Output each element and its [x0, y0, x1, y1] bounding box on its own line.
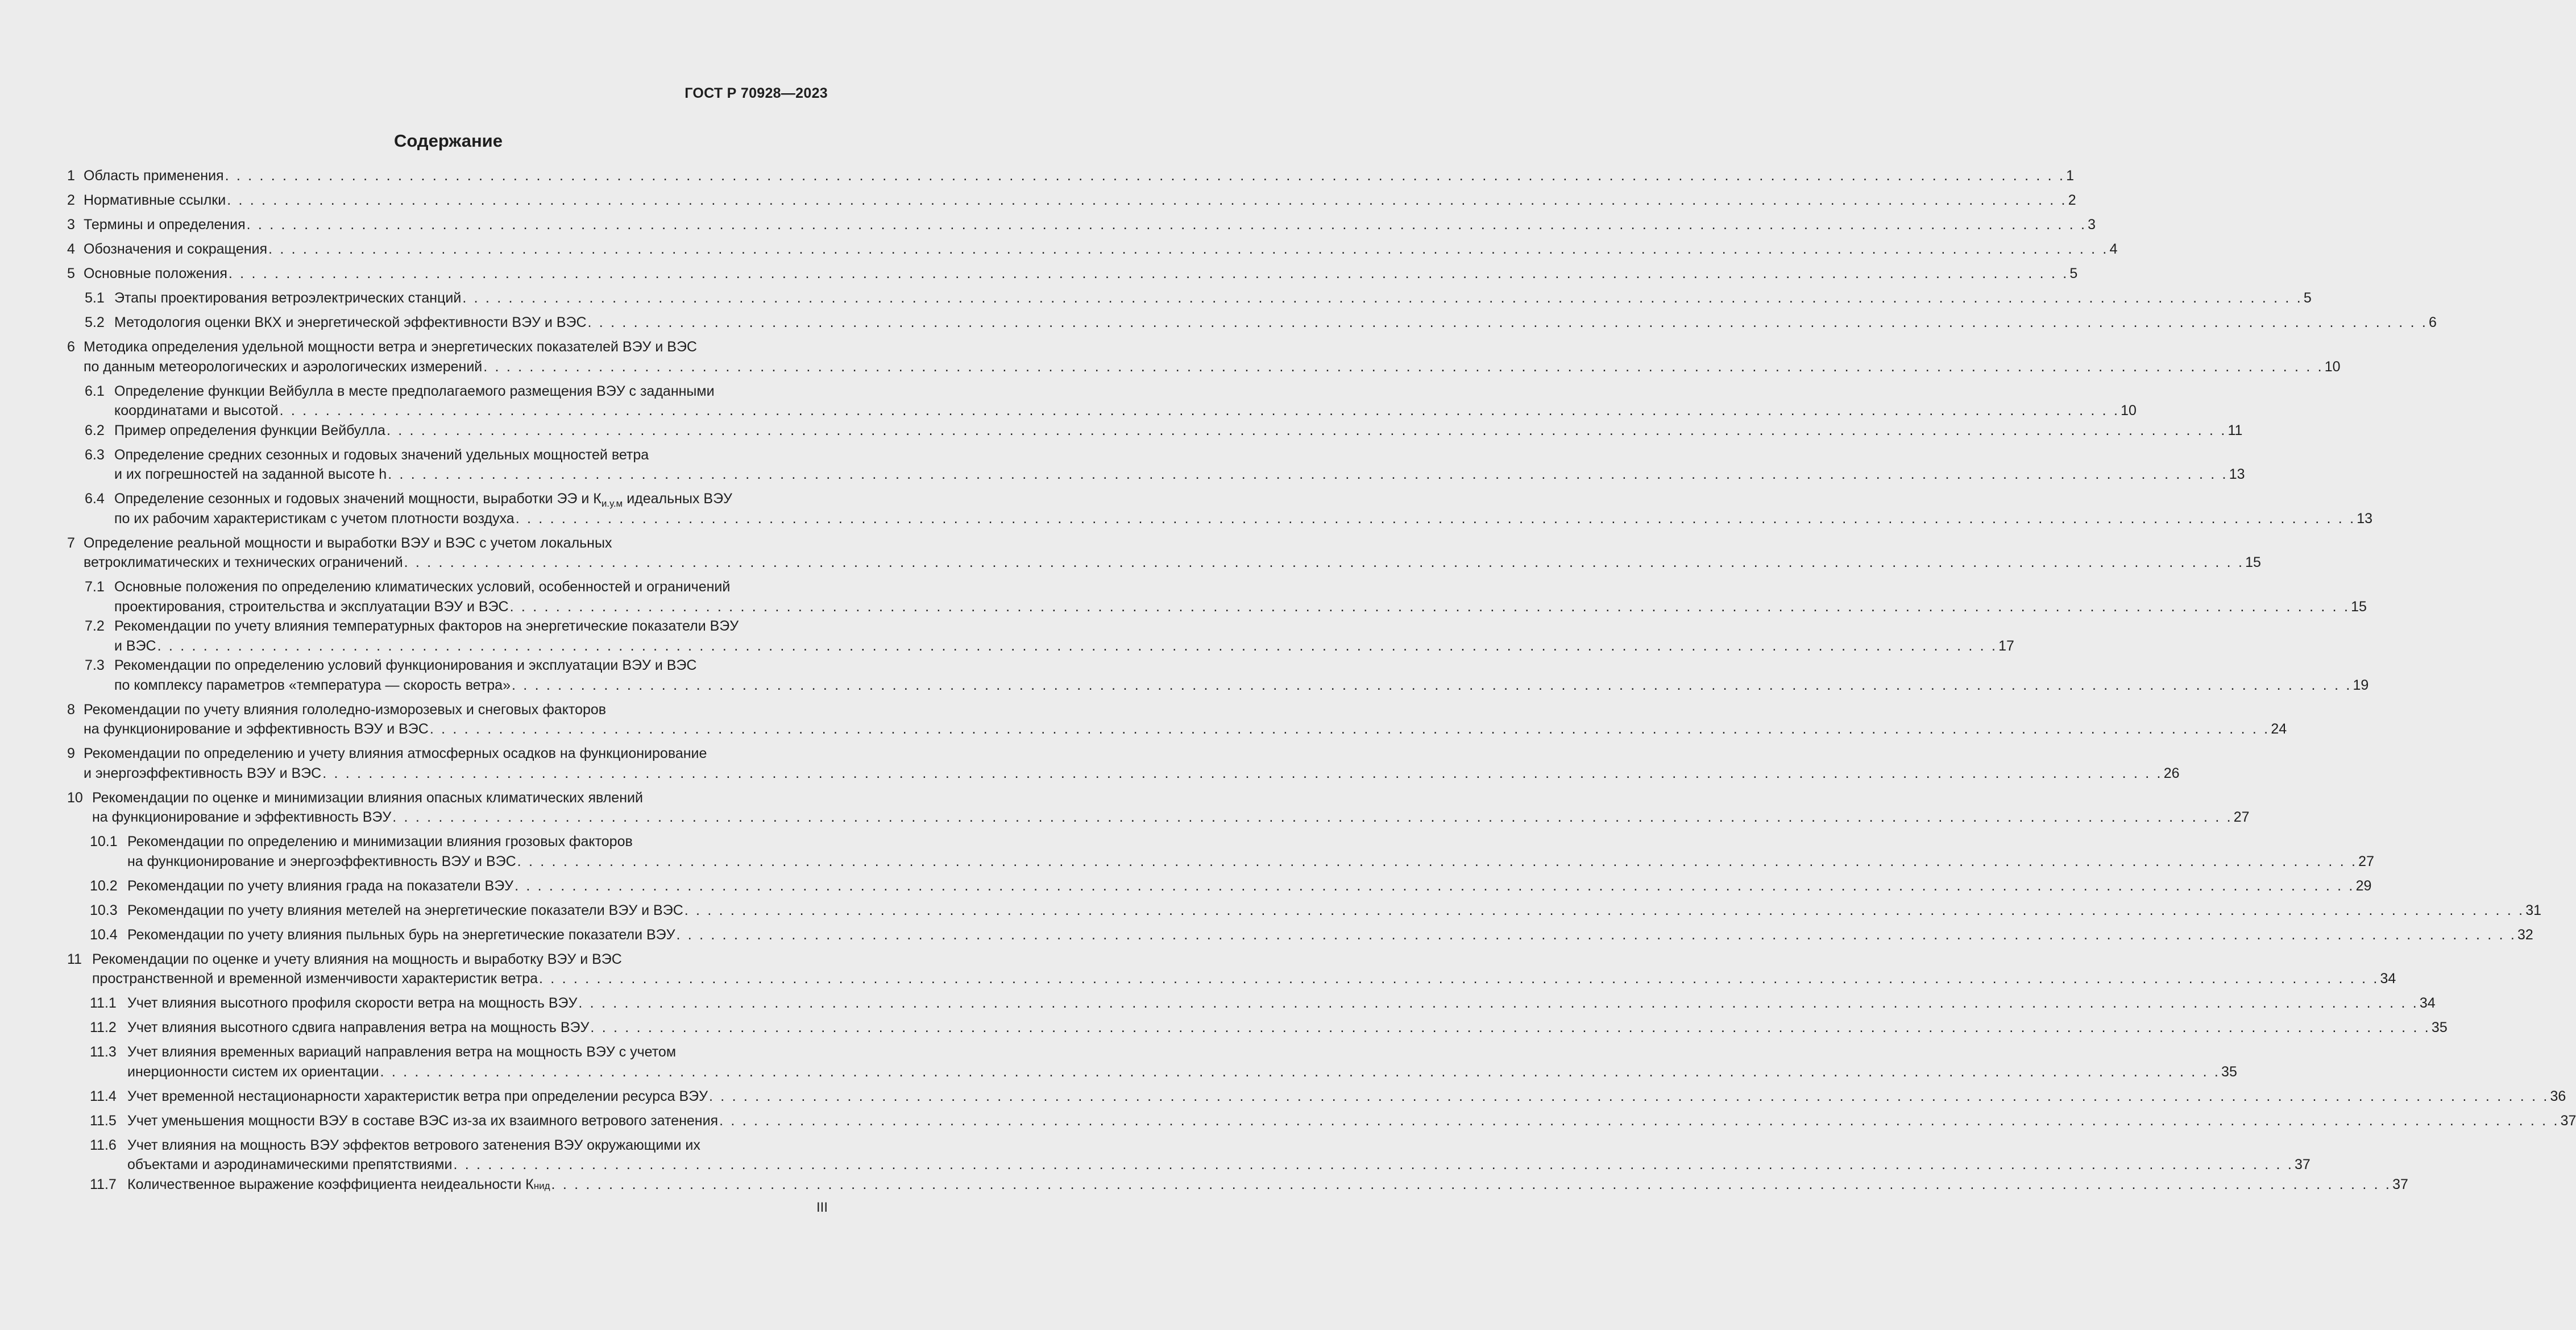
toc-page-number: 2: [2068, 192, 2076, 208]
toc-page-number: 34: [2380, 971, 2396, 987]
toc-number: 11.3: [90, 1044, 117, 1060]
toc-title-line: Определение функции Вейбулла в месте предполагаемого размещения ВЭУ с заданными: [114, 383, 715, 399]
toc-number: 9: [67, 745, 75, 761]
toc-leader-dots: . . . . . . . . . . . . . . . . . . . . . . . . . . . . . . . . . . . . . . . . . . . . . . . . . . . . . . . . . . . . . . . . . . . . . . . . . . . . . . . . . . . . . . . . . . . . . . . . . . . . . . . . . . . . . . . . . . . . . . . . . . . . . . . . . . . . . . . . . . . . . . . . . . . . . . . . . . . . . . . .: [587, 314, 2428, 330]
toc-page-number: 27: [2358, 853, 2374, 869]
toc-page-number: 10: [2324, 358, 2341, 375]
toc-title-text: Рекомендации по учету влияния метелей на энергетические показатели ВЭУ и ВЭС: [127, 902, 683, 918]
toc-entry[interactable]: [67, 656, 2369, 695]
toc-page-number: 36: [2550, 1088, 2566, 1104]
toc-title-line: Определение реальной мощности и выработки ВЭУ и ВЭС с учетом локальных: [84, 535, 612, 551]
document-id: ГОСТ Р 70928—2023: [685, 85, 828, 101]
toc-title-text: пространственной и временной изменчивости характеристик ветра: [92, 971, 538, 987]
toc-page-number: 6: [2429, 314, 2437, 330]
toc-leader-dots: . . . . . . . . . . . . . . . . . . . . . . . . . . . . . . . . . . . . . . . . . . . . . . . . . . . . . . . . . . . . . . . . . . . . . . . . . . . . . . . . . . . . . . . . . . . . . . . . . . . . . . . . . . . . . . . . . . . . . . . . . . . . . . . . . . . . . . . . . . . . . . . . . . . . . . . . . . . . . . . .: [578, 995, 2419, 1011]
toc-title-text: по их рабочим характеристикам с учетом плотности воздуха: [114, 510, 515, 527]
toc-title-line: [114, 489, 828, 509]
toc-page-number: 13: [2357, 510, 2373, 527]
toc-entry[interactable]: [67, 239, 2118, 259]
toc-page-number: 37: [2294, 1157, 2310, 1172]
toc-entry[interactable]: [67, 993, 2436, 1013]
toc-entry[interactable]: [67, 1111, 2576, 1131]
toc-title-line: Методика определения удельной мощности ветра и энергетических показателей ВЭУ и ВЭС: [84, 339, 697, 355]
toc-leader-dots: . . . . . . . . . . . . . . . . . . . . . . . . . . . . . . . . . . . . . . . . . . . . . . . . . . . . . . . . . . . . . . . . . . . . . . . . . . . . . . . . . . . . . . . . . . . . . . . . . . . . . . . . . . . . . . . . . . . . . . . . . . . . . . . . . . . . . . . . . . . . . . . . . . . . . . . . . . . . . . . .: [509, 598, 2350, 615]
toc-title-text: на функционирование и энергоэффективность ВЭУ и ВЭС: [127, 853, 516, 869]
toc-title-text: Область применения: [84, 168, 224, 184]
toc-number: 7: [67, 535, 75, 551]
toc-title-text: координатами и высотой: [114, 403, 279, 419]
toc-number: 6.4: [85, 491, 105, 507]
toc-number: 6.3: [85, 446, 105, 463]
toc-leader-dots: . . . . . . . . . . . . . . . . . . . . . . . . . . . . . . . . . . . . . . . . . . . . . . . . . . . . . . . . . . . . . . . . . . . . . . . . . . . . . . . . . . . . . . . . . . . . . . . . . . . . . . . . . . . . . . . . . . . . . . . . . . . . . . . . . . . . . . . . . . . . . . . . . . . . . . . . . . . . . . . .: [684, 902, 2525, 918]
toc-leader-dots: . . . . . . . . . . . . . . . . . . . . . . . . . . . . . . . . . . . . . . . . . . . . . . . . . . . . . . . . . . . . . . . . . . . . . . . . . . . . . . . . . . . . . . . . . . . . . . . . . . . . . . . . . . . . . . . . . . . . . . . . . . . . . . . . . . . . . . . . . . . . . . . . . . . . . . . . . . . . . . . .: [392, 809, 2233, 825]
toc-title-text: Рекомендации по учету влияния града на показатели ВЭУ: [127, 877, 514, 894]
toc-page-number: 29: [2355, 877, 2372, 894]
toc-subscript: и.у.м: [601, 498, 623, 509]
toc-entry[interactable]: [67, 901, 2542, 921]
toc-entry[interactable]: [67, 421, 2243, 441]
toc-leader-dots: . . . . . . . . . . . . . . . . . . . . . . . . . . . . . . . . . . . . . . . . . . . . . . . . . . . . . . . . . . . . . . . . . . . . . . . . . . . . . . . . . . . . . . . . . . . . . . . . . . . . . . . . . . . . . . . . . . . . . . . . . . . . . . . . . . . . . . . . . . . . . . . . . . . . . . . . . . . . . . . .: [462, 290, 2303, 306]
toc-leader-dots: . . . . . . . . . . . . . . . . . . . . . . . . . . . . . . . . . . . . . . . . . . . . . . . . . . . . . . . . . . . . . . . . . . . . . . . . . . . . . . . . . . . . . . . . . . . . . . . . . . . . . . . . . . . . . . . . . . . . . . . . . . . . . . . . . . . . . . . . . . . . . . . . . . . . . . . . . . . . . . . .: [227, 192, 2067, 208]
toc-number: 11.1: [90, 995, 117, 1011]
toc-page-number: 19: [2353, 677, 2369, 693]
toc-title-text: Основные положения: [84, 266, 227, 281]
toc-page-number: 26: [2163, 765, 2180, 781]
toc-entry[interactable]: [67, 190, 2076, 210]
toc-number: 11: [67, 951, 82, 967]
toc-title-text: Методология оценки ВКХ и энергетической эффективности ВЭУ и ВЭС: [114, 314, 587, 330]
toc-page-number: 17: [1998, 637, 2014, 654]
toc-number: 10.1: [90, 834, 118, 850]
toc-number: 5.1: [85, 290, 105, 306]
table-of-contents: [67, 166, 2576, 1194]
toc-number: 8: [67, 701, 75, 718]
toc-leader-dots: . . . . . . . . . . . . . . . . . . . . . . . . . . . . . . . . . . . . . . . . . . . . . . . . . . . . . . . . . . . . . . . . . . . . . . . . . . . . . . . . . . . . . . . . . . . . . . . . . . . . . . . . . . . . . . . . . . . . . . . . . . . . . . . . . . . . . . . . . . . . . . . . . . . . . . . . . . . . . . . .: [429, 721, 2270, 737]
toc-entry[interactable]: [67, 788, 2250, 827]
toc-page-number: 4: [2109, 241, 2118, 257]
toc-entry[interactable]: 11.7 Количественное выражение коэффициента неидеальности К нид . . . . . . . . . . . . . . . . . . . . . . . . . . . . . . . . . . . . . . . . . . . . . . . . . . . . . . . . . . . . . . . . . . . . . . . . . . . . . . . . . . . . . . . . . . . . . . . . . . . . . . . . . . . . . . . . . . . . . . . . . . . . . . . . . . . . . . . . . . . . . . . . . . . . . . . . . . . . . . . . 37: [67, 1175, 828, 1195]
toc-number: 11.2: [90, 1020, 117, 1035]
toc-leader-dots: . . . . . . . . . . . . . . . . . . . . . . . . . . . . . . . . . . . . . . . . . . . . . . . . . . . . . . . . . . . . . . . . . . . . . . . . . . . . . . . . . . . . . . . . . . . . . . . . . . . . . . . . . . . . . . . . . . . . . . . . . . . . . . . . . . . . . . . . . . . . . . . . . . . . . . . . . . . . . . . .: [279, 403, 2120, 419]
toc-leader-dots: . . . . . . . . . . . . . . . . . . . . . . . . . . . . . . . . . . . . . . . . . . . . . . . . . . . . . . . . . . . . . . . . . . . . . . . . . . . . . . . . . . . . . . . . . . . . . . . . . . . . . . . . . . . . . . . . . . . . . . . . . . . . . . . . . . . . . . . . . . . . . . . . . . . . . . . . . . . . . . . .: [388, 466, 2228, 482]
toc-number: 6.1: [85, 383, 105, 399]
toc-leader-dots: . . . . . . . . . . . . . . . . . . . . . . . . . . . . . . . . . . . . . . . . . . . . . . . . . . . . . . . . . . . . . . . . . . . . . . . . . . . . . . . . . . . . . . . . . . . . . . . . . . . . . . . . . . . . . . . . . . . . . . . . . . . . . . . . . . . . . . . . . . . . . . . . . . . . . . . . . . . . . . . .: [268, 241, 2109, 257]
toc-title-text: Определение сезонных и годовых значений мощности, выработки ЭЭ и К: [114, 491, 602, 507]
toc-page-number: 5: [2303, 290, 2312, 306]
toc-entry[interactable]: [67, 337, 2341, 376]
toc-page-number: 1: [2066, 168, 2074, 184]
toc-entry[interactable]: [67, 950, 2396, 989]
toc-leader-dots: . . . . . . . . . . . . . . . . . . . . . . . . . . . . . . . . . . . . . . . . . . . . . . . . . . . . . . . . . . . . . . . . . . . . . . . . . . . . . . . . . . . . . . . . . . . . . . . . . . . . . . . . . . . . . . . . . . . . . . . . . . . . . . . . . . . . . . . . . . . . . . . . . . . . . . . . . . . . . . . .: [539, 971, 2379, 987]
toc-leader-dots: . . . . . . . . . . . . . . . . . . . . . . . . . . . . . . . . . . . . . . . . . . . . . . . . . . . . . . . . . . . . . . . . . . . . . . . . . . . . . . . . . . . . . . . . . . . . . . . . . . . . . . . . . . . . . . . . . . . . . . . . . . . . . . . . . . . . . . . . . . . . . . . . . . . . . . . . . . . . . . . .: [225, 168, 2065, 184]
toc-page-number: 34: [2419, 995, 2436, 1011]
toc-title-text: проектирования, строительства и эксплуатации ВЭУ и ВЭС: [114, 598, 509, 615]
toc-number: 11.4: [90, 1088, 117, 1104]
toc-entry[interactable]: [67, 1018, 2448, 1038]
toc-entry[interactable]: [67, 1042, 2237, 1082]
toc-entry[interactable]: [67, 616, 2014, 656]
toc-number: 6.2: [85, 422, 105, 438]
toc-title-text: Количественное выражение коэффициента неидеальности К: [127, 1176, 534, 1192]
toc-entry[interactable]: [67, 288, 2312, 308]
toc-entry[interactable]: [67, 489, 2373, 528]
toc-entry[interactable]: [67, 1087, 2566, 1107]
toc-number: 3: [67, 217, 75, 233]
toc-title-text: инерционности систем их ориентации: [127, 1063, 379, 1080]
toc-title-text: ветроклиматических и технических ограничений: [84, 554, 403, 570]
toc-title-text: Термины и определения: [84, 217, 246, 233]
page-title: Содержание: [394, 131, 503, 151]
toc-number: 11.7: [90, 1176, 117, 1192]
toc-entry[interactable]: [67, 215, 2096, 235]
toc-number: 10.2: [90, 877, 118, 894]
toc-title-text: по данным метеорологических и аэрологических измерений: [84, 358, 483, 375]
toc-page-number: 35: [2221, 1063, 2237, 1080]
toc-number: 7.1: [85, 579, 105, 595]
toc-page-number: 37: [2560, 1112, 2576, 1129]
toc-number: 5.2: [85, 314, 105, 330]
toc-leader-dots: . . . . . . . . . . . . . . . . . . . . . . . . . . . . . . . . . . . . . . . . . . . . . . . . . . . . . . . . . . . . . . . . . . . . . . . . . . . . . . . . . . . . . . . . . . . . . . . . . . . . . . . . . . . . . . . . . . . . . . . . . . . . . . . . . . . . . . . . . . . . . . . . . . . . . . . . . . . . . . . .: [709, 1088, 2549, 1104]
toc-title-line: Рекомендации по определению и учету влияния атмосферных осадков на функционирование: [84, 745, 707, 761]
toc-title-text: объектами и аэродинамическими препятствиями: [127, 1157, 453, 1172]
toc-title-text: Учет влияния высотного сдвига направления ветра на мощность ВЭУ: [127, 1020, 590, 1035]
toc-title-line: Учет влияния временных вариаций направления ветра на мощность ВЭУ с учетом: [127, 1044, 677, 1060]
toc-number: 10: [67, 789, 83, 806]
toc-number: 7.2: [85, 618, 105, 634]
toc-title-text: Нормативные ссылки: [84, 192, 226, 208]
toc-entry[interactable]: [67, 264, 2078, 284]
toc-number: 10.4: [90, 926, 118, 943]
toc-leader-dots: . . . . . . . . . . . . . . . . . . . . . . . . . . . . . . . . . . . . . . . . . . . . . . . . . . . . . . . . . . . . . . . . . . . . . . . . . . . . . . . . . . . . . . . . . . . . . . . . . . . . . . . . . . . . . . . . . . . . . . . . . . . . . . . . . . . . . . . . . . . . . . . . . . . . . . . . . . . . . . . .: [228, 266, 2069, 281]
toc-title-line: Рекомендации по оценке и учету влияния на мощность и выработку ВЭУ и ВЭС: [92, 951, 622, 967]
toc-title-text: Учет уменьшения мощности ВЭУ в составе ВЭС из-за их взаимного ветрового затенения: [127, 1112, 719, 1129]
toc-number: 2: [67, 192, 75, 208]
page-number: III: [816, 1200, 828, 1215]
toc-page-number: 37: [2392, 1176, 2408, 1192]
toc-title-text: по комплексу параметров «температура — скорость ветра»: [114, 677, 511, 693]
toc-entry[interactable]: [67, 166, 2074, 186]
toc-leader-dots: . . . . . . . . . . . . . . . . . . . . . . . . . . . . . . . . . . . . . . . . . . . . . . . . . . . . . . . . . . . . . . . . . . . . . . . . . . . . . . . . . . . . . . . . . . . . . . . . . . . . . . . . . . . . . . . . . . . . . . . . . . . . . . . . . . . . . . . . . . . . . . . . . . . . . . . . . . . . . . . .: [515, 510, 2356, 527]
toc-leader-dots: . . . . . . . . . . . . . . . . . . . . . . . . . . . . . . . . . . . . . . . . . . . . . . . . . . . . . . . . . . . . . . . . . . . . . . . . . . . . . . . . . . . . . . . . . . . . . . . . . . . . . . . . . . . . . . . . . . . . . . . . . . . . . . . . . . . . . . . . . . . . . . . . . . . . . . . . . . . . . . . .: [719, 1112, 2560, 1129]
toc-title-text: Учет влияния высотного профиля скорости ветра на мощность ВЭУ: [127, 995, 578, 1011]
toc-title-text: на функционирование и эффективность ВЭУ: [92, 809, 392, 825]
toc-leader-dots: . . . . . . . . . . . . . . . . . . . . . . . . . . . . . . . . . . . . . . . . . . . . . . . . . . . . . . . . . . . . . . . . . . . . . . . . . . . . . . . . . . . . . . . . . . . . . . . . . . . . . . . . . . . . . . . . . . . . . . . . . . . . . . . . . . . . . . . . . . . . . . . . . . . . . . . . . . . . . . . .: [453, 1157, 2293, 1172]
toc-title-text: и энергоэффективность ВЭУ и ВЭС: [84, 765, 322, 781]
toc-number: 5: [67, 266, 75, 281]
toc-page-number: 10: [2121, 403, 2137, 419]
toc-leader-dots: . . . . . . . . . . . . . . . . . . . . . . . . . . . . . . . . . . . . . . . . . . . . . . . . . . . . . . . . . . . . . . . . . . . . . . . . . . . . . . . . . . . . . . . . . . . . . . . . . . . . . . . . . . . . . . . . . . . . . . . . . . . . . . . . . . . . . . . . . . . . . . . . . . . . . . . . . . . . . . . .: [380, 1063, 2221, 1080]
toc-title-text: на функционирование и эффективность ВЭУ и ВЭС: [84, 721, 429, 737]
toc-page-number: 3: [2088, 217, 2096, 233]
toc-entry[interactable]: [67, 700, 2287, 739]
toc-number: 11.6: [90, 1137, 117, 1153]
toc-number: 11.5: [90, 1112, 117, 1129]
toc-entry[interactable]: [67, 1136, 2310, 1175]
toc-number: 1: [67, 168, 75, 184]
toc-number: 10.3: [90, 902, 118, 918]
toc-entry[interactable]: [67, 876, 2372, 896]
toc-entry[interactable]: [67, 577, 2367, 616]
toc-leader-dots: . . . . . . . . . . . . . . . . . . . . . . . . . . . . . . . . . . . . . . . . . . . . . . . . . . . . . . . . . . . . . . . . . . . . . . . . . . . . . . . . . . . . . . . . . . . . . . . . . . . . . . . . . . . . . . . . . . . . . . . . . . . . . . . . . . . . . . . . . . . . . . . . . . . . . . . . . . . . . . . .: [483, 358, 2324, 375]
toc-entry[interactable]: [67, 382, 2137, 421]
toc-leader-dots: . . . . . . . . . . . . . . . . . . . . . . . . . . . . . . . . . . . . . . . . . . . . . . . . . . . . . . . . . . . . . . . . . . . . . . . . . . . . . . . . . . . . . . . . . . . . . . . . . . . . . . . . . . . . . . . . . . . . . . . . . . . . . . . . . . . . . . . . . . . . . . . . . . . . . . . . . . . . . . . .: [590, 1020, 2430, 1035]
toc-title-line: Рекомендации по учету влияния гололедно-изморозевых и снеговых факторов: [84, 701, 607, 718]
toc-entry[interactable]: [67, 533, 2261, 573]
toc-number: 4: [67, 241, 75, 257]
toc-page-number: 15: [2245, 554, 2261, 570]
toc-entry[interactable]: [67, 744, 2180, 783]
toc-title-line: Рекомендации по учету влияния температурных факторов на энергетические показатели ВЭУ: [114, 618, 739, 634]
toc-number: 6: [67, 339, 75, 355]
toc-leader-dots: . . . . . . . . . . . . . . . . . . . . . . . . . . . . . . . . . . . . . . . . . . . . . . . . . . . . . . . . . . . . . . . . . . . . . . . . . . . . . . . . . . . . . . . . . . . . . . . . . . . . . . . . . . . . . . . . . . . . . . . . . . . . . . . . . . . . . . . . . . . . . . . . . . . . . . . . . . . . . . . .: [157, 637, 1998, 654]
toc-leader-dots: . . . . . . . . . . . . . . . . . . . . . . . . . . . . . . . . . . . . . . . . . . . . . . . . . . . . . . . . . . . . . . . . . . . . . . . . . . . . . . . . . . . . . . . . . . . . . . . . . . . . . . . . . . . . . . . . . . . . . . . . . . . . . . . . . . . . . . . . . . . . . . . . . . . . . . . . . . . . . . . .: [404, 554, 2245, 570]
toc-leader-dots: . . . . . . . . . . . . . . . . . . . . . . . . . . . . . . . . . . . . . . . . . . . . . . . . . . . . . . . . . . . . . . . . . . . . . . . . . . . . . . . . . . . . . . . . . . . . . . . . . . . . . . . . . . . . . . . . . . . . . . . . . . . . . . . . . . . . . . . . . . . . . . . . . . . . . . . . . . . . . . . .: [517, 853, 2358, 869]
toc-page-number: 32: [2517, 926, 2533, 943]
toc-page-number: 5: [2069, 266, 2078, 281]
toc-title-text: Рекомендации по учету влияния пыльных бурь на энергетические показатели ВЭУ: [127, 926, 675, 943]
toc-title-text: Этапы проектирования ветроэлектрических станций: [114, 290, 462, 306]
toc-title-text: и ВЭС: [114, 637, 156, 654]
toc-page-number: 35: [2431, 1020, 2448, 1035]
toc-page-number: 15: [2351, 598, 2367, 615]
toc-title-text: Учет временной нестационарности характеристик ветра при определении ресурса ВЭУ: [127, 1088, 708, 1104]
toc-page-number: 27: [2233, 809, 2250, 825]
toc-title-line: Определение средних сезонных и годовых значений удельных мощностей ветра: [114, 446, 649, 463]
toc-title-text: и их погрешностей на заданной высоте h: [114, 466, 387, 482]
toc-page-number: 13: [2229, 466, 2245, 482]
toc-leader-dots: . . . . . . . . . . . . . . . . . . . . . . . . . . . . . . . . . . . . . . . . . . . . . . . . . . . . . . . . . . . . . . . . . . . . . . . . . . . . . . . . . . . . . . . . . . . . . . . . . . . . . . . . . . . . . . . . . . . . . . . . . . . . . . . . . . . . . . . . . . . . . . . . . . . . . . . . . . . . . . . .: [246, 217, 2087, 233]
toc-leader-dots: . . . . . . . . . . . . . . . . . . . . . . . . . . . . . . . . . . . . . . . . . . . . . . . . . . . . . . . . . . . . . . . . . . . . . . . . . . . . . . . . . . . . . . . . . . . . . . . . . . . . . . . . . . . . . . . . . . . . . . . . . . . . . . . . . . . . . . . . . . . . . . . . . . . . . . . . . . . . . . . .: [322, 765, 2163, 781]
toc-title-line: Учет влияния на мощность ВЭУ эффектов ветрового затенения ВЭУ окружающими их: [127, 1137, 700, 1153]
toc-title-line: Основные положения по определению климатических условий, особенностей и ограничений: [114, 579, 731, 595]
toc-leader-dots: . . . . . . . . . . . . . . . . . . . . . . . . . . . . . . . . . . . . . . . . . . . . . . . . . . . . . . . . . . . . . . . . . . . . . . . . . . . . . . . . . . . . . . . . . . . . . . . . . . . . . . . . . . . . . . . . . . . . . . . . . . . . . . . . . . . . . . . . . . . . . . . . . . . . . . . . . . . . . . . .: [512, 677, 2352, 693]
toc-leader-dots: . . . . . . . . . . . . . . . . . . . . . . . . . . . . . . . . . . . . . . . . . . . . . . . . . . . . . . . . . . . . . . . . . . . . . . . . . . . . . . . . . . . . . . . . . . . . . . . . . . . . . . . . . . . . . . . . . . . . . . . . . . . . . . . . . . . . . . . . . . . . . . . . . . . . . . . . . . . . . . . .: [515, 877, 2355, 894]
toc-number: 7.3: [85, 657, 105, 673]
toc-leader-dots: . . . . . . . . . . . . . . . . . . . . . . . . . . . . . . . . . . . . . . . . . . . . . . . . . . . . . . . . . . . . . . . . . . . . . . . . . . . . . . . . . . . . . . . . . . . . . . . . . . . . . . . . . . . . . . . . . . . . . . . . . . . . . . . . . . . . . . . . . . . . . . . . . . . . . . . . . . . . . . . .: [551, 1176, 2392, 1192]
toc-title-line: Рекомендации по определению и минимизации влияния грозовых факторов: [127, 834, 633, 850]
toc-leader-dots: . . . . . . . . . . . . . . . . . . . . . . . . . . . . . . . . . . . . . . . . . . . . . . . . . . . . . . . . . . . . . . . . . . . . . . . . . . . . . . . . . . . . . . . . . . . . . . . . . . . . . . . . . . . . . . . . . . . . . . . . . . . . . . . . . . . . . . . . . . . . . . . . . . . . . . . . . . . . . . . .: [676, 926, 2517, 943]
toc-page-number: 31: [2525, 902, 2542, 918]
toc-title-text: Пример определения функции Вейбулла: [114, 422, 385, 438]
toc-leader-dots: . . . . . . . . . . . . . . . . . . . . . . . . . . . . . . . . . . . . . . . . . . . . . . . . . . . . . . . . . . . . . . . . . . . . . . . . . . . . . . . . . . . . . . . . . . . . . . . . . . . . . . . . . . . . . . . . . . . . . . . . . . . . . . . . . . . . . . . . . . . . . . . . . . . . . . . . . . . . . . . .: [386, 422, 2227, 438]
toc-title-text: идеальных ВЭУ: [623, 491, 732, 507]
toc-title-line: Рекомендации по определению условий функционирования и эксплуатации ВЭУ и ВЭС: [114, 657, 697, 673]
toc-title-line: Рекомендации по оценке и минимизации влияния опасных климатических явлений: [92, 789, 643, 806]
toc-entry[interactable]: [67, 832, 2374, 871]
toc-title-text: Обозначения и сокращения: [84, 241, 268, 257]
toc-page-number: 24: [2271, 721, 2287, 737]
toc-page-number: 11: [2227, 422, 2243, 438]
toc-entry[interactable]: [67, 445, 2245, 484]
toc-entry[interactable]: [67, 925, 2533, 945]
toc-entry[interactable]: [67, 313, 2437, 333]
